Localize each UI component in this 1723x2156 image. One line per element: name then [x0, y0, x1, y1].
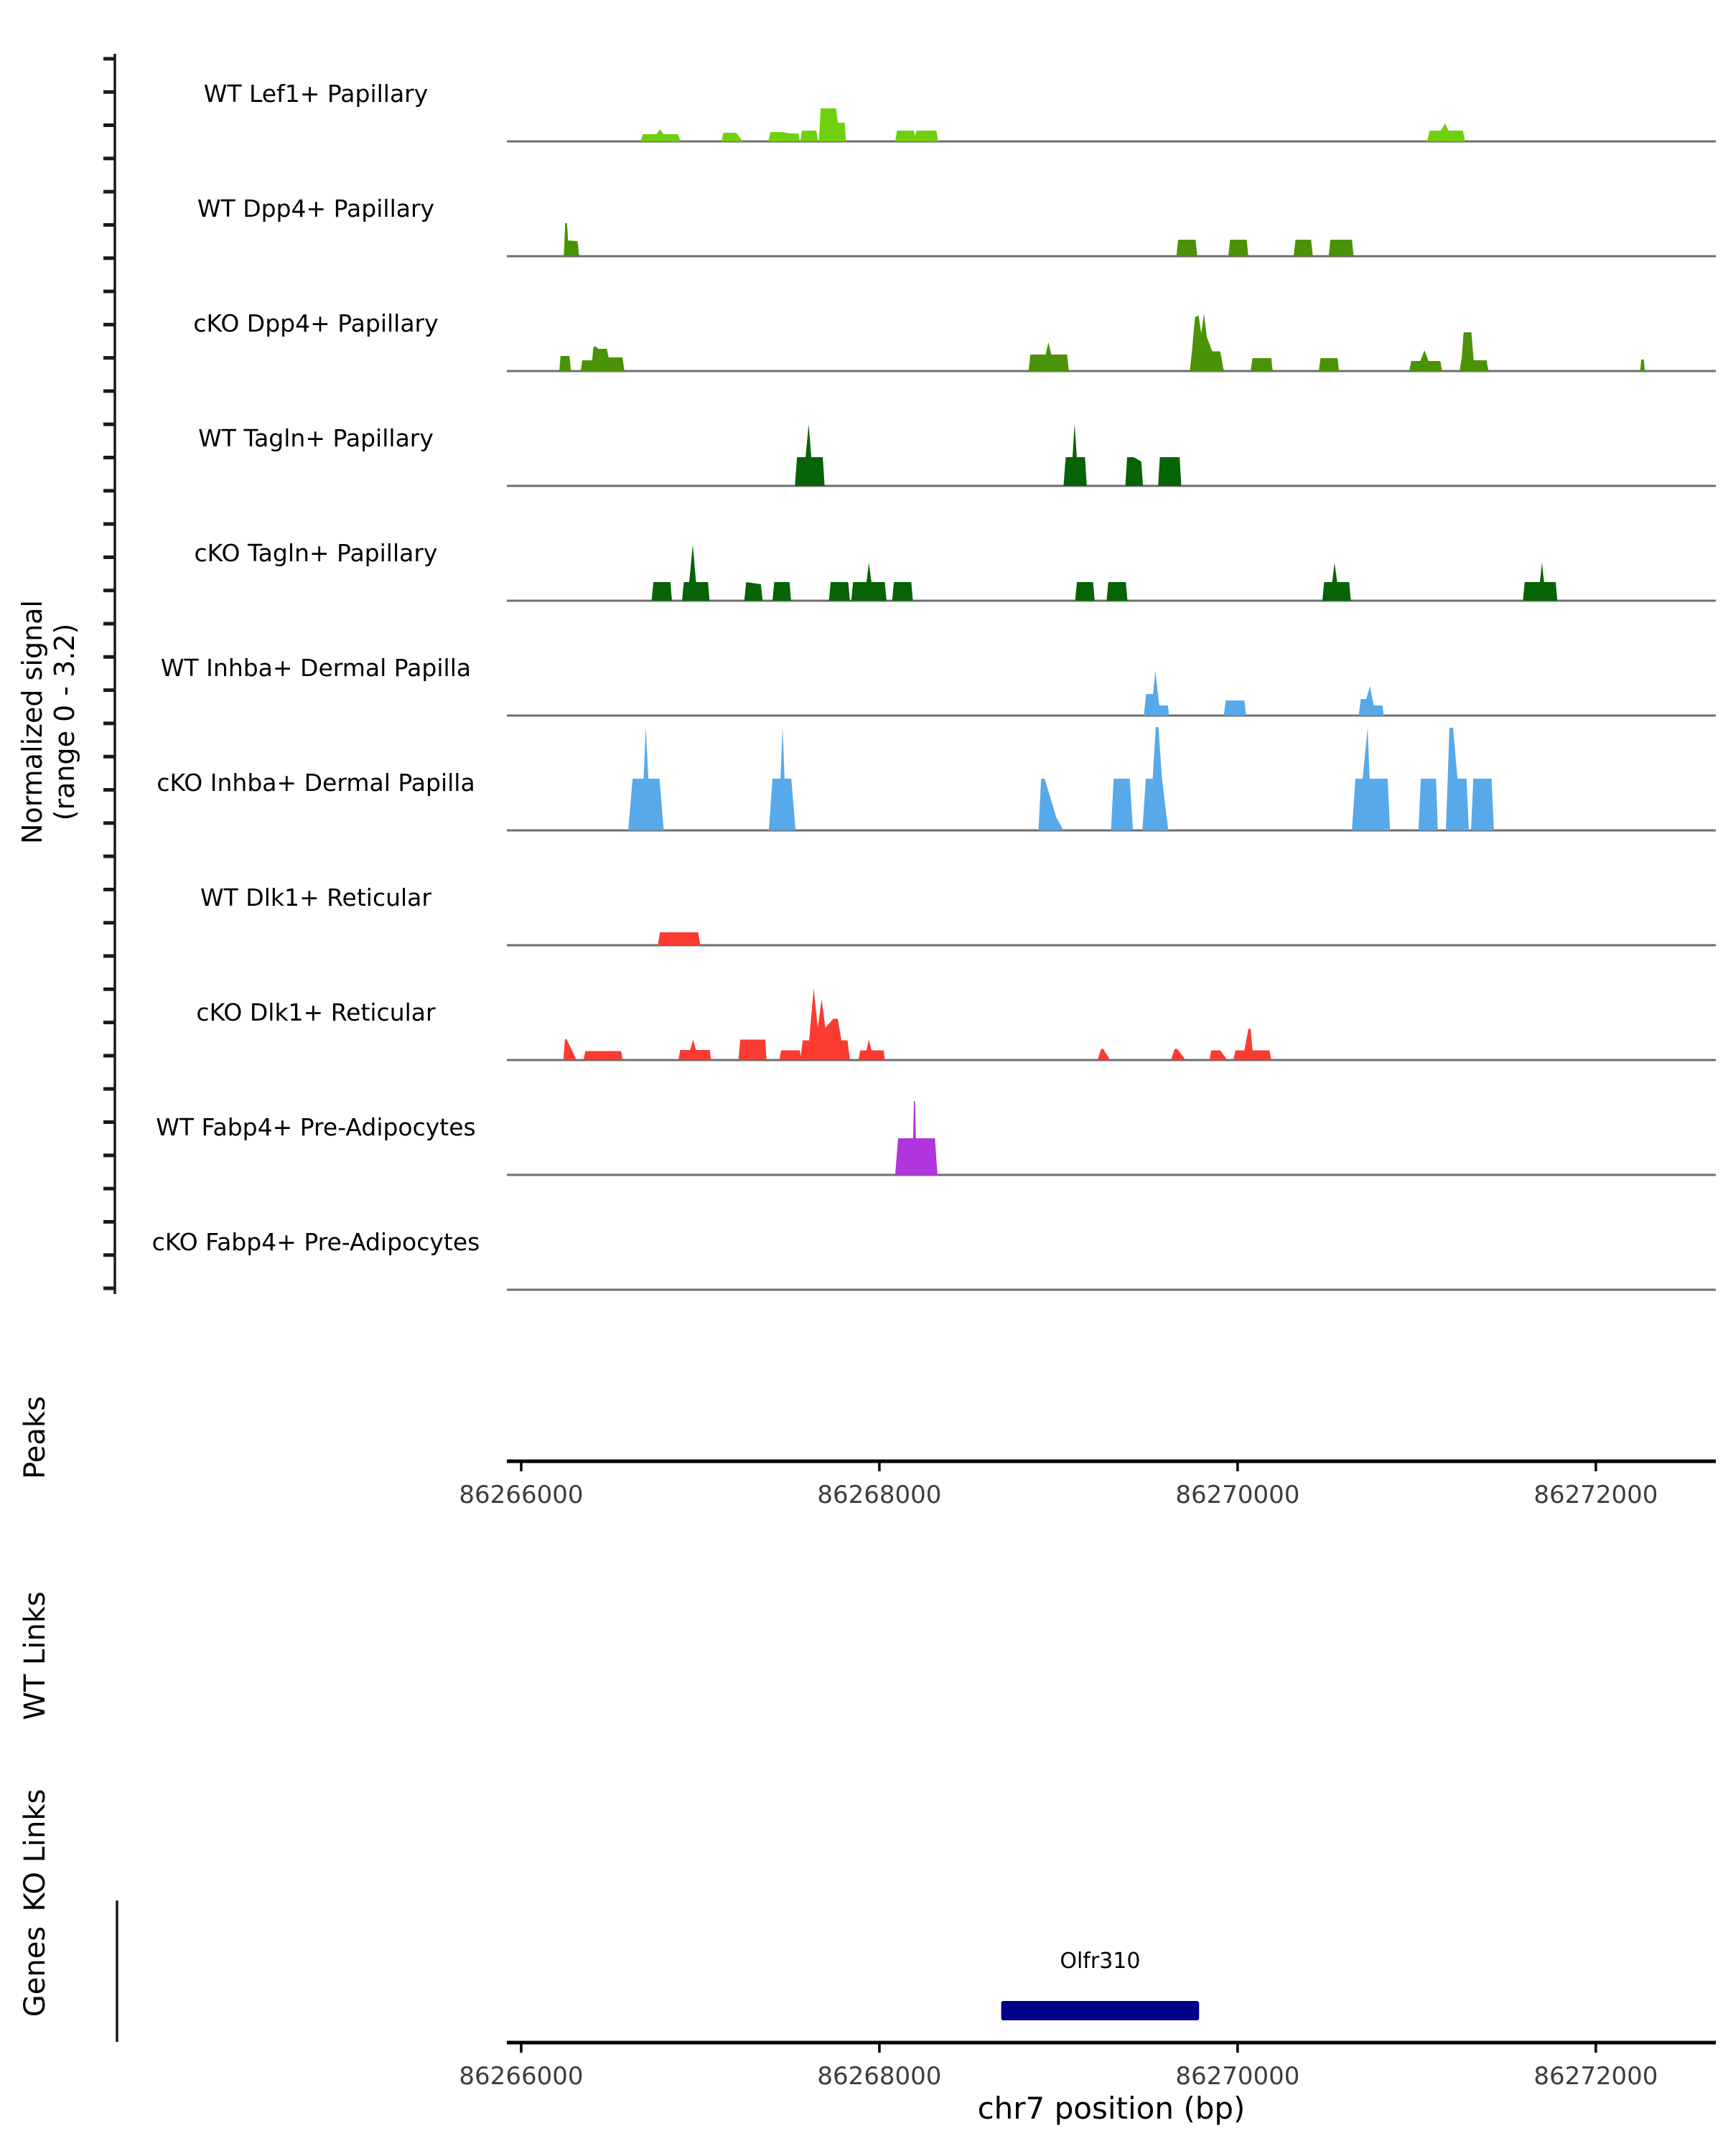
section-label-ko-links: KO Links	[19, 1789, 52, 1912]
signal-track-1	[204, 80, 1716, 141]
signal-peak	[795, 424, 824, 486]
track-label: cKO Tagln+ Papillary	[194, 539, 438, 567]
signal-peak	[1460, 332, 1488, 371]
signal-peak	[1251, 358, 1273, 371]
signal-peak	[1523, 563, 1557, 601]
signal-peak	[772, 582, 791, 601]
signal-peak	[892, 582, 913, 601]
track-label: WT Fabp4+ Pre-Adipocytes	[156, 1113, 476, 1141]
signal-peak	[739, 1040, 767, 1061]
signal-track-4	[198, 423, 1716, 486]
genome-axis-peaks	[459, 1461, 1716, 1509]
signal-peak	[1039, 779, 1064, 830]
signal-peak	[722, 133, 743, 141]
axis-tick-label: 86272000	[1533, 1481, 1658, 1509]
track-label: WT Tagln+ Papillary	[198, 424, 434, 452]
signal-peak	[1158, 457, 1181, 486]
gene-body-olfr310	[1001, 2001, 1200, 2020]
signal-peak	[581, 347, 625, 371]
signal-track-3	[193, 309, 1716, 371]
signal-peak	[1063, 423, 1086, 486]
y-axis-label-line1: Normalized signal	[17, 600, 48, 844]
signal-peak	[1294, 240, 1313, 256]
signal-peak	[640, 129, 681, 141]
signal-peak	[628, 727, 663, 830]
signal-peak	[652, 582, 672, 601]
signal-peak	[1329, 240, 1354, 256]
signal-peak	[1446, 728, 1469, 830]
signal-peak	[1471, 779, 1494, 830]
signal-track-11	[152, 1228, 1716, 1290]
axis-tick-label: 86272000	[1533, 2062, 1658, 2091]
signal-peak	[678, 1040, 711, 1061]
axis-tick-label: 86270000	[1175, 2062, 1300, 2091]
signal-peak	[800, 131, 818, 141]
signal-peak	[564, 1039, 576, 1060]
signal-peak	[584, 1051, 622, 1061]
signal-peak	[564, 223, 579, 256]
signal-peak	[829, 582, 850, 601]
track-label: cKO Dlk1+ Reticular	[196, 998, 436, 1026]
signal-track-6	[161, 654, 1716, 716]
signal-peak	[859, 1040, 885, 1061]
signal-peak	[1319, 358, 1339, 371]
signal-peak	[1233, 1029, 1271, 1061]
signal-peak	[1177, 240, 1197, 256]
track-label: cKO Dpp4+ Papillary	[193, 309, 439, 337]
signal-peak	[1126, 457, 1144, 486]
signal-peak	[1409, 350, 1442, 371]
signal-peak	[1111, 779, 1134, 830]
genome-axis-genes	[459, 2043, 1716, 2091]
signal-peak	[1029, 342, 1069, 371]
signal-peak	[895, 131, 938, 141]
signal-track-9	[196, 988, 1716, 1060]
track-label: cKO Inhba+ Dermal Papilla	[157, 769, 475, 797]
signal-peak	[1224, 700, 1246, 716]
signal-track-10	[156, 1101, 1716, 1175]
signal-peak	[1190, 314, 1223, 371]
signal-peak	[800, 988, 850, 1060]
signal-peak	[744, 582, 763, 601]
signal-peak	[1144, 671, 1169, 716]
section-label-peaks: Peaks	[19, 1396, 52, 1479]
track-label: WT Dpp4+ Papillary	[197, 194, 435, 222]
signal-peak	[1427, 123, 1465, 141]
signal-peak	[1352, 728, 1390, 830]
track-label: WT Dlk1+ Reticular	[200, 884, 431, 911]
signal-peak	[895, 1101, 938, 1175]
track-label: WT Inhba+ Dermal Papilla	[160, 654, 472, 682]
signal-peak	[1106, 582, 1127, 601]
section-label-wt-links: WT Links	[19, 1591, 52, 1720]
signal-peak	[780, 1051, 801, 1061]
signal-peak	[658, 932, 700, 945]
signal-peak	[1640, 360, 1645, 371]
axis-tick-label: 86266000	[459, 2062, 584, 2091]
axis-tick-label: 86270000	[1175, 1481, 1300, 1509]
signal-peak	[1210, 1051, 1228, 1061]
axis-tick-label: 86266000	[459, 1481, 584, 1509]
signal-peak	[851, 563, 887, 601]
x-axis-title: chr7 position (bp)	[977, 2091, 1246, 2126]
signal-peak	[682, 545, 709, 601]
signal-track-7	[157, 727, 1716, 830]
signal-peak	[1142, 727, 1168, 830]
track-label: cKO Fabp4+ Pre-Adipocytes	[151, 1228, 480, 1256]
signal-track-5	[195, 539, 1716, 601]
y-axis-label-line2: (range 0 - 3.2)	[49, 623, 80, 821]
signal-peak	[1419, 779, 1438, 830]
signal-track-8	[200, 884, 1716, 945]
signal-peak	[819, 108, 846, 141]
axis-tick-label: 86268000	[817, 1481, 942, 1509]
signal-peak	[1359, 686, 1384, 716]
signal-peak	[1098, 1049, 1111, 1061]
signal-peak	[559, 356, 571, 371]
axis-tick-label: 86268000	[817, 2062, 942, 2091]
signal-peak	[1322, 563, 1351, 601]
section-label-genes: Genes	[19, 1926, 52, 2017]
signal-peak	[768, 132, 800, 141]
signal-peak	[1228, 240, 1248, 256]
track-label: WT Lef1+ Papillary	[203, 80, 429, 108]
signal-peak	[769, 727, 795, 830]
gene-name-label: Olfr310	[1060, 1949, 1141, 1974]
signal-peak	[1075, 582, 1095, 601]
signal-peak	[1171, 1049, 1185, 1061]
signal-track-2	[197, 194, 1716, 256]
